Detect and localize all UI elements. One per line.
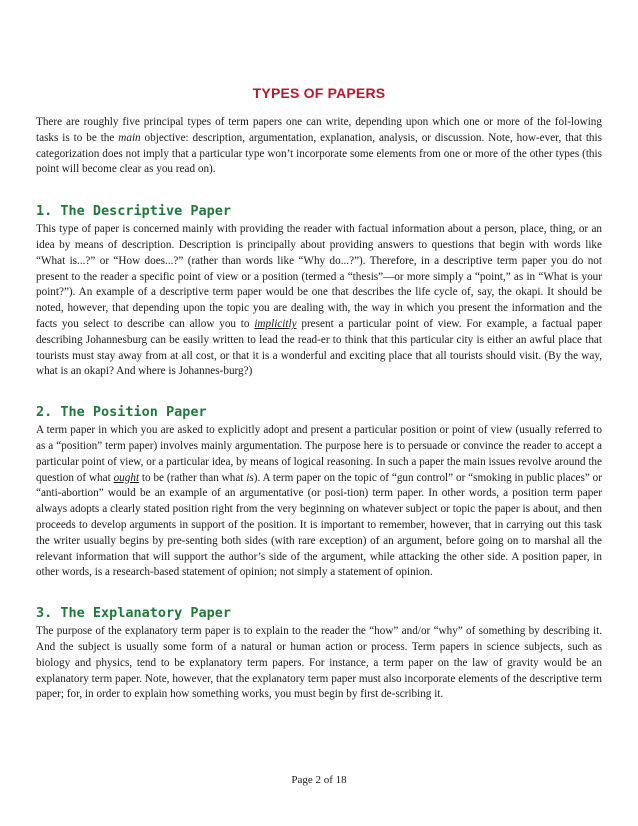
position-text-part-1: A term paper in which you are asked to explicitly adopt and present a particular position or point of view (usually referred to as a “position” term paper) involves mainly argumentation. The purpose here is to persuade or convince the reader to accept a particular point of view, or a particular idea, by means of logical reasoning. In such a paper the main issues revolve around the question of what [36,424,602,484]
descriptive-text-part-2: present a particular point of view. For example, a factual paper describing Johannesburg can be easily written to lead the read-er to think that this particular city is either an awful place that tourists must stay away from at all cost, or that it is a wonderful and exciting place that all tourists should visit. (By the way, what is an okapi? And where is Johannes-burg?) [36,317,602,378]
page-footer: Page 2 of 18 [291,774,347,786]
descriptive-emphasis-implicitly: implicitly [254,317,297,330]
intro-paragraph [36,115,602,178]
section-heading-descriptive: 1. The Descriptive Paper [36,203,232,220]
explanatory-paragraph: The purpose of the explanatory term paper is to explain to the reader the “how” and/or “why” of something by describing it. And the subject is usually some form of a natural or human action or process. Term papers in science subjects, such as biology and physics, tend to be explanatory term papers. For instance, a term paper on the law of gravity would be an explanatory term paper. Note, however, that the explanatory term paper must also incorporate elements of the descriptive term paper; for, in order to explain how something works, you must begin by first de-scribing it. [36,625,602,701]
section-heading-explanatory: 3. The Explanatory Paper [36,605,232,622]
position-emphasis-is: is [246,471,254,484]
descriptive-text-part-1: This type of paper is concerned mainly with providing the reader with factual information about a person, place, thing, or an idea by means of description. Description is principally about providing answers to questions that begin with words like “What is...?” or “How does...?” (rather than words like “Why do...?”). Therefore, in a descriptive term paper you do not present to the reader a specific point of view or a position (termed a “thesis”—or more simply a “point,” as in “What is your point?”). An example of a descriptive term paper would be one that describes the life cycle of, say, the okapi. It should be noted, however, that depending upon the topic you are dealing with, the way in which you present the information and the facts you select to describe can allow you to [36,223,602,330]
descriptive-paragraph [36,222,602,380]
position-text-part-3: ). A term paper on the topic of “gun control” or “smoking in public places” or “anti-abortion” would be an example of an argumentative (or posi-tion) term paper. In other words, a position term paper always adopts a clearly stated position right from the very beginning on whatever subject or topic the paper is about, and then proceeds to develop arguments in support of the position. It is important to remember, however, that in carrying out this task the writer usually begins by pre-senting both sides (with rare exception) of an argument, before going on to marshal all the relevant information that will support the author’s side of the argument, while attacking the other side. A position paper, in other words, is a research-based statement of opinion; not simply a statement of opinion. [36,471,602,579]
intro-emphasis-main: main [118,131,141,144]
page-title: TYPES OF PAPERS [252,85,386,101]
intro-text-part-2: objective: description, argumentation, explanation, analysis, or discussion. Note, how-ever, that this categorization does not imply that a particular type won’t incorporate some elements from one or more of the other types (this point will become clear as you read on). [36,131,602,176]
position-emphasis-ought: ought [113,471,140,484]
position-text-part-2: to be (rather than what [139,471,247,484]
section-heading-position: 2. The Position Paper [36,404,207,421]
document-body [36,115,602,703]
intro-text-part-1: There are roughly five principal types of term papers one can write, depending upon which one or more of the fol-lowing tasks is to be the [36,116,602,144]
position-paragraph [36,423,602,581]
